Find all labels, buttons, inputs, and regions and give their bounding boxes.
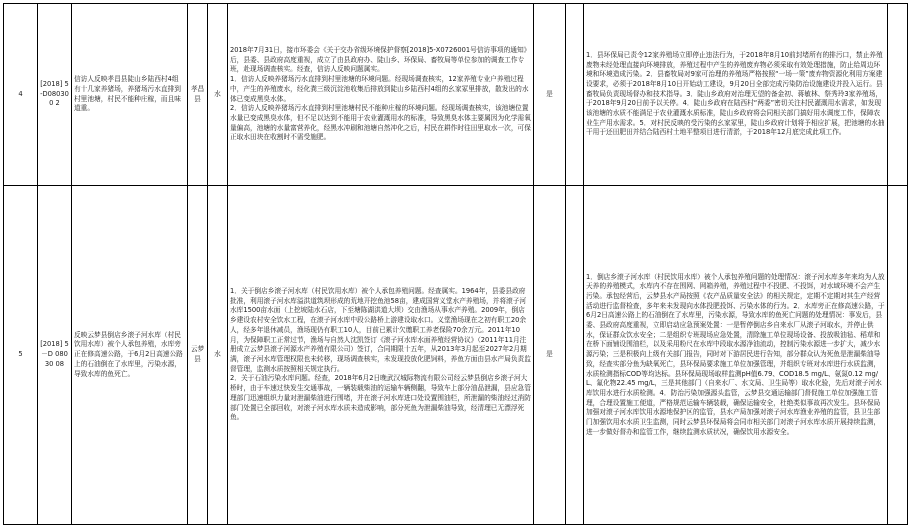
- petition-table: [3, 3, 908, 525]
- empty-cell: [888, 4, 908, 186]
- county-name: 云梦县: [188, 186, 208, 525]
- table-row: [4, 4, 908, 186]
- complaint-description: 信访人反映孝昌县陡山乡陆西村4组有十几家养猪场，养猪场污水直排到村里池塘，村民不能种庄稼，而且味道重。: [72, 4, 188, 186]
- complaint-description: 反映云梦县倒店乡滚子河水库（村民饮用水库）被个人承包养殖，水库旁正在修高速公路，于6月2日高速公路上的石油倒在了水库里，污染水源，导致水库的鱼死亡。: [72, 186, 188, 525]
- empty-cell: [888, 186, 908, 525]
- empty-cell: [566, 4, 584, 186]
- case-code: [2018] 5－D 08030 08: [38, 186, 72, 525]
- substantiated-flag: 是: [534, 186, 566, 525]
- table-row: [4, 186, 908, 525]
- county-name: 孝昌县: [188, 4, 208, 186]
- investigation-process: [228, 186, 534, 525]
- process-paragraph: 2018年7月31日，接市环委会《关于交办省级环境保护督察[2018]5-X0726001号信访事项的通知》后，县委、县政府高度重视，成立了由县政府办、陡山乡、环保局、畜牧局等单位参加的调查工作专班，赴现场调查核实。经查，信访人反映问题属实。: [230, 45, 531, 74]
- substantiated-flag: 是: [534, 4, 566, 186]
- process-paragraph: 2．关于石油污染水库问题。经查，2018年6月2日晚武汉城际物流有限公司经云梦县倒店乡滚子河大桥时，由于车速过快发生交通事故，一辆装载柴油的运输车辆侧翻，导致车上部分油品泄漏，县应急管理部门迅速组织力量对泄漏柴油进行围堵，并在滚子河水库进口处设置围油栏，所泄漏的柴油经过消防部门处置已全部回收，对滚子河水库水质未造成影响，部分死鱼为泄漏柴油导致，经清理已无漂浮死鱼。: [230, 374, 531, 422]
- case-code: [2018] 5-D080300 2: [38, 4, 72, 186]
- handling-result: 1．县环保局已责令12家养殖场立即停止违法行为，于2018年8月10前封堵所有的排污口，禁止养殖废物未经处理直接向环境排放，养殖过程中产生的养殖废弃物必须采取有效处理措施，防止给周边环境和环境造成污染。2．县畜牧局对9家可治理的养殖场严格按照“一场一策”废弃物资源化利用方案建设要求，必须于2018年8月10日开始动工建设，9月20日全部完成污染防治设施建设并投入运行。县畜牧局负责现场督办和技术指导。3．陡山乡政府对治理无望的备金初、蒋敏林、祭秀玲3家养殖场，于2018年9月20日前予以关停。4．陡山乡政府在陆西村“两委”密切关注村民灌溉用水需求，如发现该池塘的水质不能满足于农业灌溉水质标准，陡山乡政府将会同相关部门搞好用水调度工作，保障农业生产用水需求。5．对村民反映的受污染的幺家冢里，陡山乡政府计划将予相应扩展，把池塘的水抽干用于还田肥田并结合陆西村土地平整项目进行清淤，于2018年12月底完成此项工作。: [584, 4, 888, 186]
- empty-cell: [566, 186, 584, 525]
- process-paragraph: 1．关于倒店乡滚子河水库（村民饮用水库）被个人承包养殖问题。经查属实。1964年，县委县政府批准，利用滚子河水库溢洪道筑坝形成的荒地开挖鱼池58亩，建成国营义堂水产养殖场，并将滚子河水库1500亩水面（上挖坡陆水石店，下至塘陈湖洪道大坝）交由渔场从事水产养殖。2009年，倒店乡建设农村安全饮水工程，在滚子河水库中段公路桥上游建设取水口。义堂渔场现在之初有职工20余人，经多年退休减员，渔场现仍有职工10人，目前已累计欠缴职工养老保险70余万元。2011年10月，为保障职工正常过节，渔场与自然人沈凯签订《滚子河水库水面养殖经营协议》（2011年11月注册成立云梦县滚子河源水产养殖有限公司）签订，合同期限十五年，从2013年3月起至2027年2月期满，滚子河水库管理权限也未转移，现场调查核实，未发现投放化肥饲料，养鱼方面由县水产局负责监督管理，监测水质按照相关规定执行。: [230, 287, 531, 373]
- process-paragraph: 2．信访人反映养猪场污水直排到村里池塘村民不能种庄稼的环境问题。经现场调查核实，该池塘位置水量已变成黑臭水体，但不足以达到不能用于农业灌溉用水的标准，导致黑臭水体主要属因为化学需氧量偏高，池塘的水量富营养化，经黑水冲刷和池塘自然冲化之后，村民在耕作时往田里取水一次，可保正取水田块在收割时不需受施肥。: [230, 104, 531, 142]
- row-index: 4: [4, 4, 38, 186]
- pollution-type: 水: [208, 4, 228, 186]
- handling-result: 1．倒店乡滚子河水库（村民饮用水库）被个人承包养殖问题的处理情况：滚子河水库多年来均为人放天养的养殖模式，水库内不存在围网、网箱养殖，养殖过程中不投肥、不投饵，对水域环境不会产生污染。承包经营后，云梦县水产局按照《农产品质量安全法》的相关规定，定期不定期对其生产经营活动进行监督检查，多年来未发现向水体投肥投饵、污染水体的行为。2．水库旁正在修高速公路，于6月2日高速公路上的石油倒在了水库里，污染水源，导致水库的鱼死亡问题的处理情况：事发后，县委、县政府高度重视，立即启动应急预案处置：一是暂停倒店乡自来水厂从滚子河取水，并停止供水，保证群众饮水安全；二是组织专班现场应急处置，清除施工单位现场设备、投放吸油毡、稻草和在桥下面铺设围油栏，以及采用粉尺在水库中段取水源净油流动，控制污染水源进一步扩大，减少水源污染；三是积极向上级有关部门报告，同时对下游居民进行告知，部分群众认为死鱼是泄漏柴油导致，经查实部分鱼为缺氧死亡，县环保局要求施工单位加强管理，并组织专班对水库进行水质监测，水质检测指标COD等均达标。县环保局现场取样监测pH值6.79、COD18.5 mg/L、氨氮0.12 mg/L、氟化物22.45 mg/L，三是其他部门（自来水厂、水文局、卫生局等）取水化验，先后对滚子河水库饮用水进行水质检测。4．防治污染加强源头监管，云梦县交通运输部门督促施工单位加强施工管理，合理设置施工便道，严格规范运输车辆装载，确保运输安全，杜绝类似事故再次发生。县环保局加强对滚子河水库饮用水源地保护区的监管，县水产局加强对滚子河水库渔业养殖的监管，县卫生部门加强饮用水水质卫生监测，同时云梦县环保局将会同市相关部门对滚子河水库水质开展持续监测，进一步做好督办和监管工作，继续监测水质状况，确保饮用水源安全。: [584, 186, 888, 525]
- process-paragraph: 1．信访人反映养猪场污水直排到村里池塘的环境问题。经现场调查核实，12家养殖专业户养殖过程中，产生的养殖废水，经化粪三级沉淀池收集后排放到陡山乡陆西村4组的幺家冢里排放，散发出的水体已变成黑臭水体。: [230, 75, 529, 103]
- pollution-type: 水: [208, 186, 228, 525]
- row-index: 5: [4, 186, 38, 525]
- investigation-process: [228, 4, 534, 186]
